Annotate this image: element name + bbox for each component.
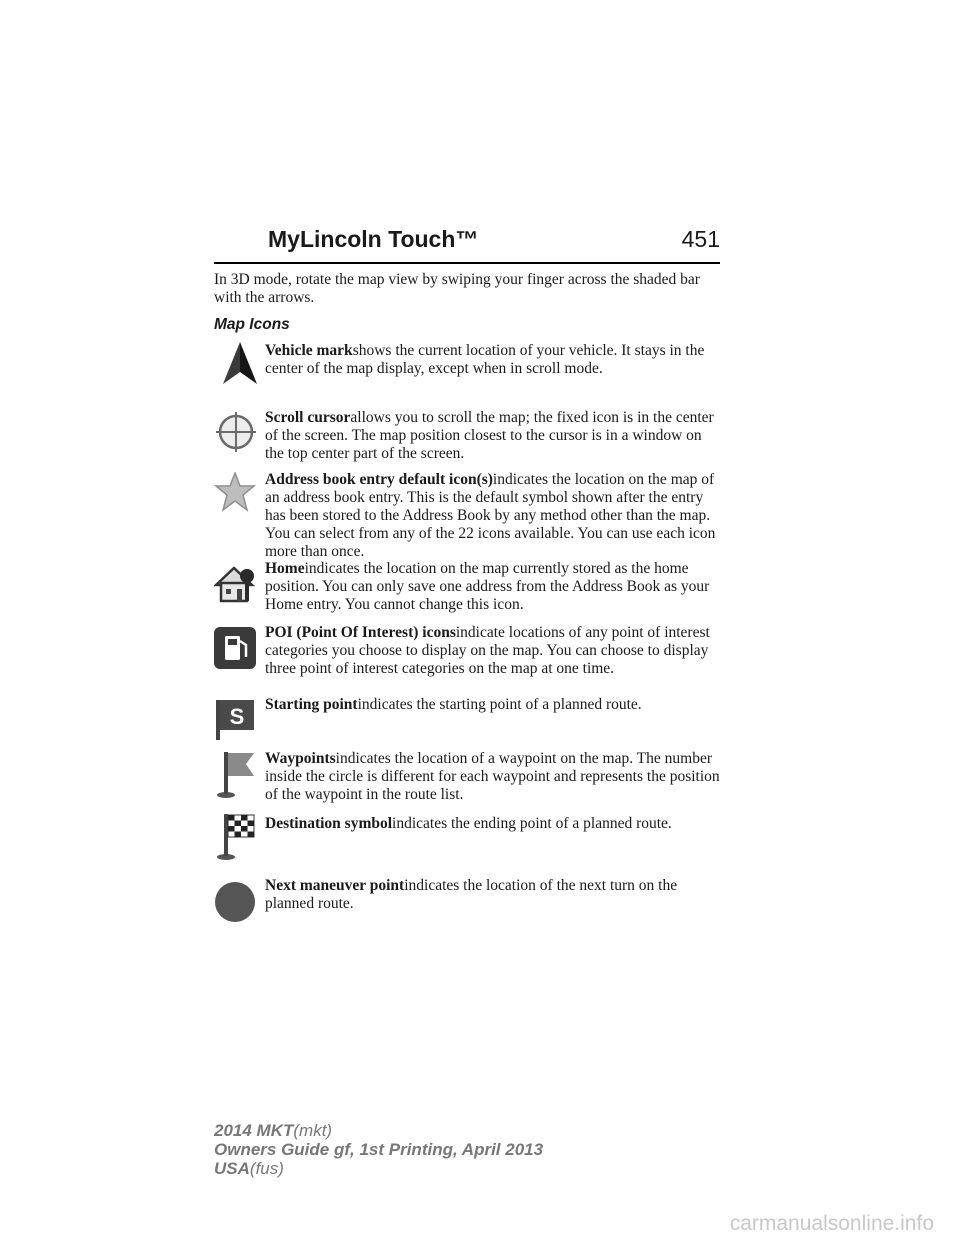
item-starting-point bbox=[265, 696, 720, 714]
item-term: Vehicle mark bbox=[265, 342, 353, 359]
fuel-pump-icon bbox=[214, 627, 256, 669]
section-title: Map Icons bbox=[214, 316, 290, 333]
home-icon bbox=[214, 563, 258, 603]
footer-market-code: (fus) bbox=[249, 1159, 284, 1178]
item-desc: shows the current location of your vehicle. It stays in the center of the map display, except when in scroll mode. bbox=[265, 342, 705, 377]
chapter-title: MyLincoln Touch™ bbox=[268, 226, 479, 252]
footer-market: USA bbox=[214, 1159, 250, 1178]
page-number: 451 bbox=[681, 226, 720, 252]
item-home bbox=[265, 560, 720, 614]
footer-model: 2014 MKT bbox=[214, 1121, 294, 1140]
item-desc: indicates the ending point of a planned route. bbox=[392, 815, 672, 832]
item-scroll-cursor bbox=[265, 409, 720, 463]
item-desc: indicates the location on the map currently stored as the home position. You can only save one address from the Address Book as your Home entry. You cannot change this icon. bbox=[265, 560, 710, 613]
item-poi bbox=[265, 624, 720, 678]
watermark: carmanualsonline.info bbox=[729, 1212, 934, 1235]
item-desc: indicate locations of any point of interest categories you choose to display on the map. You can choose to display three point of interest categories on the map at one time. bbox=[265, 624, 710, 677]
item-vehicle-mark bbox=[265, 342, 720, 378]
item-term: Destination symbol bbox=[265, 815, 393, 832]
item-term: Waypoints bbox=[265, 750, 336, 767]
intro-paragraph: In 3D mode, rotate the map view by swiping your finger across the shaded bar with the arrows. bbox=[214, 271, 700, 306]
item-desc: indicates the location of a waypoint on the map. The number inside the circle is different for each waypoint and represents the position of the waypoint in the route list. bbox=[265, 750, 720, 803]
item-destination bbox=[265, 815, 720, 833]
footer-guide-line: Owners Guide gf, 1st Printing, April 2013 bbox=[214, 1140, 544, 1159]
footer-model-code: (mkt) bbox=[293, 1121, 333, 1140]
item-term: POI (Point Of Interest) icons bbox=[265, 624, 456, 641]
item-term: Home bbox=[265, 560, 305, 577]
checkered-flag-icon bbox=[214, 812, 258, 862]
item-next-maneuver bbox=[265, 877, 720, 913]
footer-model-line bbox=[214, 1122, 332, 1140]
maneuver-dot-icon bbox=[214, 881, 256, 923]
item-waypoints bbox=[265, 750, 720, 804]
item-desc: indicates the location of the next turn on the planned route. bbox=[265, 877, 678, 912]
svg-text:S: S bbox=[229, 704, 245, 729]
waypoint-flag-icon bbox=[214, 750, 258, 800]
page-header bbox=[214, 226, 720, 264]
item-term: Scroll cursor bbox=[265, 409, 351, 426]
item-desc: indicates the location on the map of an address book entry. This is the default symbol shown after the entry has been stored to the Address Book by any method other than the map. You can select from any of the 22 icons available. You can use each icon more than once. bbox=[265, 471, 716, 560]
item-term: Starting point bbox=[265, 696, 358, 713]
item-term: Next maneuver point bbox=[265, 877, 405, 894]
vehicle-mark-icon bbox=[214, 342, 260, 388]
item-desc: allows you to scroll the map; the fixed icon is in the center of the screen. The map position closest to the cursor is in a window on the top center part of the screen. bbox=[265, 409, 714, 462]
item-desc: indicates the starting point of a planned route. bbox=[357, 696, 642, 713]
item-address-book bbox=[265, 471, 720, 561]
item-term: Address book entry default icon(s) bbox=[265, 471, 493, 488]
star-icon bbox=[214, 472, 256, 512]
starting-flag-icon bbox=[214, 698, 258, 742]
footer-market-line bbox=[214, 1160, 284, 1178]
scroll-cursor-icon bbox=[214, 410, 258, 454]
